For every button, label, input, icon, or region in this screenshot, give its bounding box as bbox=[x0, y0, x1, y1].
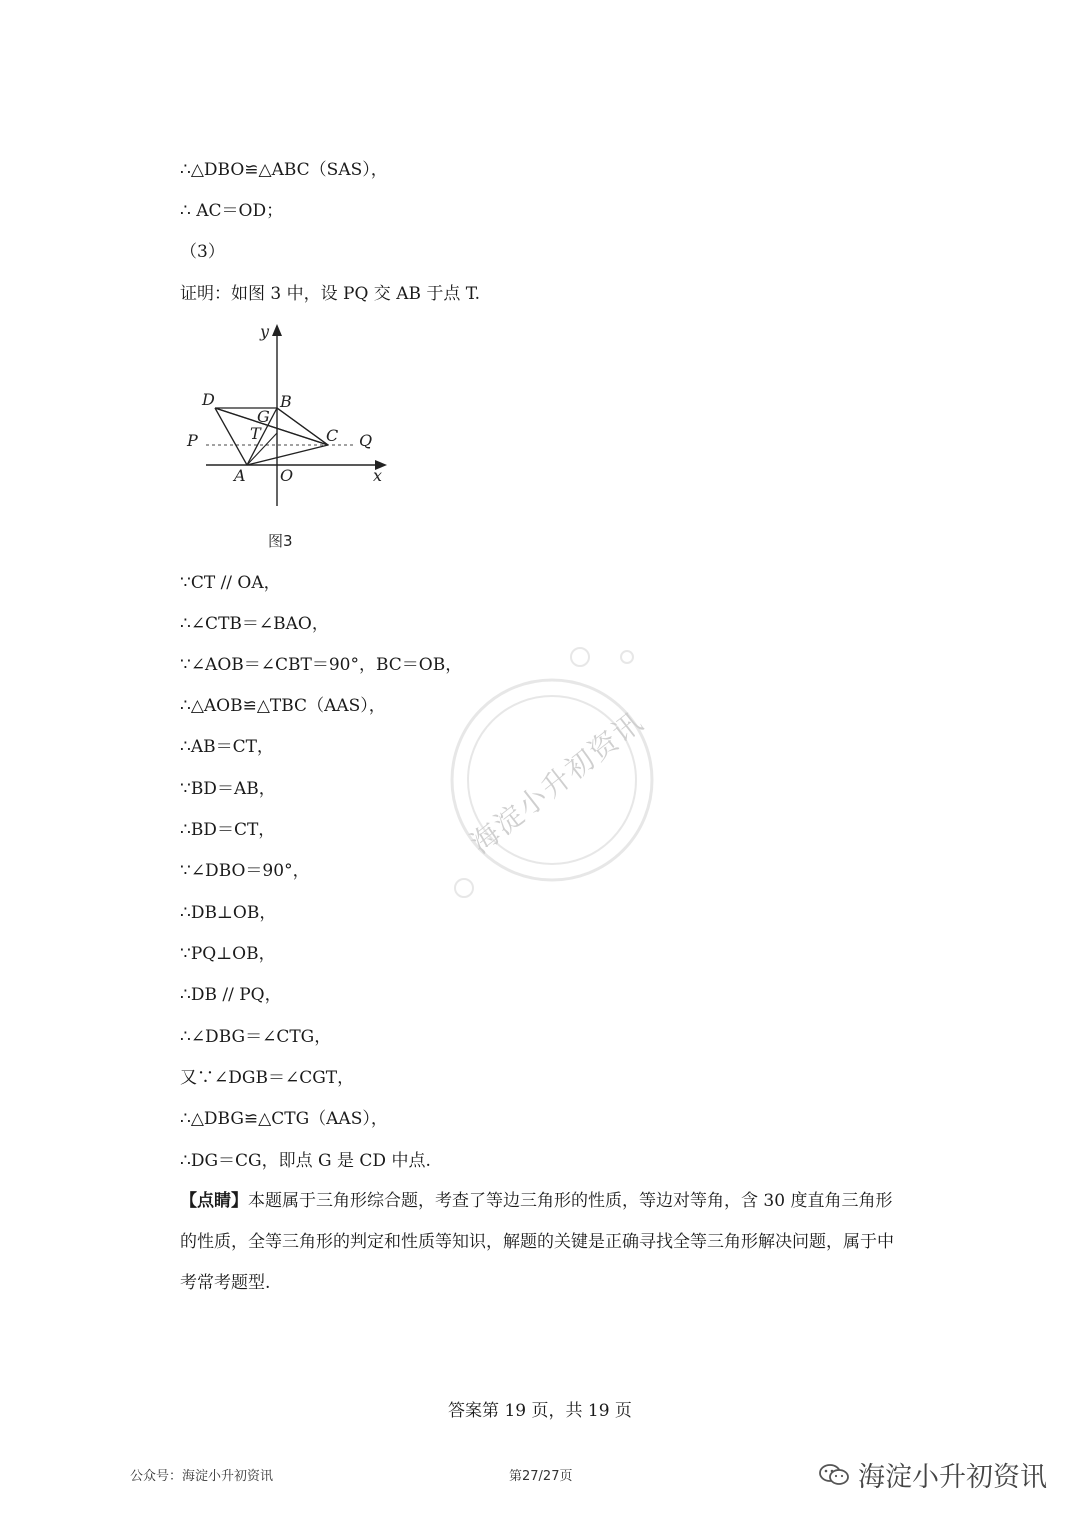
proof-line-6: ∴∠CTB＝∠BAO， bbox=[180, 614, 329, 634]
proof-line-11: ∴BD＝CT， bbox=[180, 820, 276, 840]
proof-line-15: ∴DB // PQ， bbox=[180, 985, 282, 1005]
page-counter: 第27/27页 bbox=[509, 1469, 573, 1484]
brand-mark bbox=[818, 1455, 1047, 1494]
proof-line-9: ∴AB＝CT， bbox=[180, 737, 274, 757]
proof-line-16: ∴∠DBG＝∠CTG， bbox=[180, 1027, 332, 1047]
label-x-axis: x bbox=[373, 466, 383, 485]
comment-tag: 【点睛】 bbox=[180, 1191, 248, 1211]
proof-line-13: ∴DB⊥OB， bbox=[180, 903, 277, 923]
comment-text: 本题属于三角形综合题，考查了等边三角形的性质，等边对等角，含 30 度直角三角形的性质，全等三角形的判定和性质等知识，解题的关键是正确寻找全等三角形解决问题，属于中考常考题型. bbox=[180, 1191, 894, 1293]
label-point-d: D bbox=[202, 390, 215, 409]
label-point-a: A bbox=[234, 466, 246, 485]
label-point-b: B bbox=[280, 392, 292, 411]
figure-caption: 图3 bbox=[268, 532, 293, 550]
page-footer: 答案第 19 页，共 19 页 bbox=[448, 1401, 632, 1421]
watermark-text: 海淀小升初资讯 bbox=[464, 704, 651, 861]
label-point-t: T bbox=[250, 424, 261, 443]
label-point-g: G bbox=[257, 407, 270, 426]
label-point-c: C bbox=[326, 426, 339, 445]
proof-line-2: ∴ AC＝OD； bbox=[180, 201, 284, 221]
proof-line-1: ∴△DBO≌△ABC（SAS）， bbox=[180, 160, 388, 180]
proof-part-3-heading: （3） bbox=[180, 242, 225, 262]
comment-paragraph bbox=[180, 1181, 905, 1304]
proof-line-17: 又∵∠DGB＝∠CGT， bbox=[180, 1068, 355, 1088]
proof-line-18: ∴△DBG≌△CTG（AAS）， bbox=[180, 1109, 388, 1129]
geometry-figure-3 bbox=[178, 318, 398, 558]
wechat-icon bbox=[818, 1462, 850, 1488]
proof-line-7: ∵∠AOB＝∠CBT＝90°，BC＝OB， bbox=[180, 655, 463, 675]
proof-line-5: ∵CT // OA， bbox=[180, 573, 281, 593]
proof-line-14: ∵PQ⊥OB， bbox=[180, 944, 276, 964]
label-y-axis: y bbox=[260, 322, 270, 341]
wechat-account-label: 公众号：海淀小升初资讯 bbox=[130, 1469, 274, 1484]
proof-line-12: ∵∠DBO＝90°， bbox=[180, 861, 310, 881]
proof-line-8: ∴△AOB≌△TBC（AAS）， bbox=[180, 696, 386, 716]
proof-line-10: ∵BD＝AB， bbox=[180, 779, 276, 799]
proof-intro: 证明：如图 3 中，设 PQ 交 AB 于点 T. bbox=[180, 284, 481, 304]
label-point-q: Q bbox=[359, 431, 373, 450]
label-point-p: P bbox=[187, 431, 198, 450]
label-point-o: O bbox=[280, 466, 294, 485]
brand-name: 海淀小升初资讯 bbox=[858, 1462, 1047, 1493]
proof-conclusion: ∴DG＝CG，即点 G 是 CD 中点. bbox=[180, 1151, 431, 1171]
